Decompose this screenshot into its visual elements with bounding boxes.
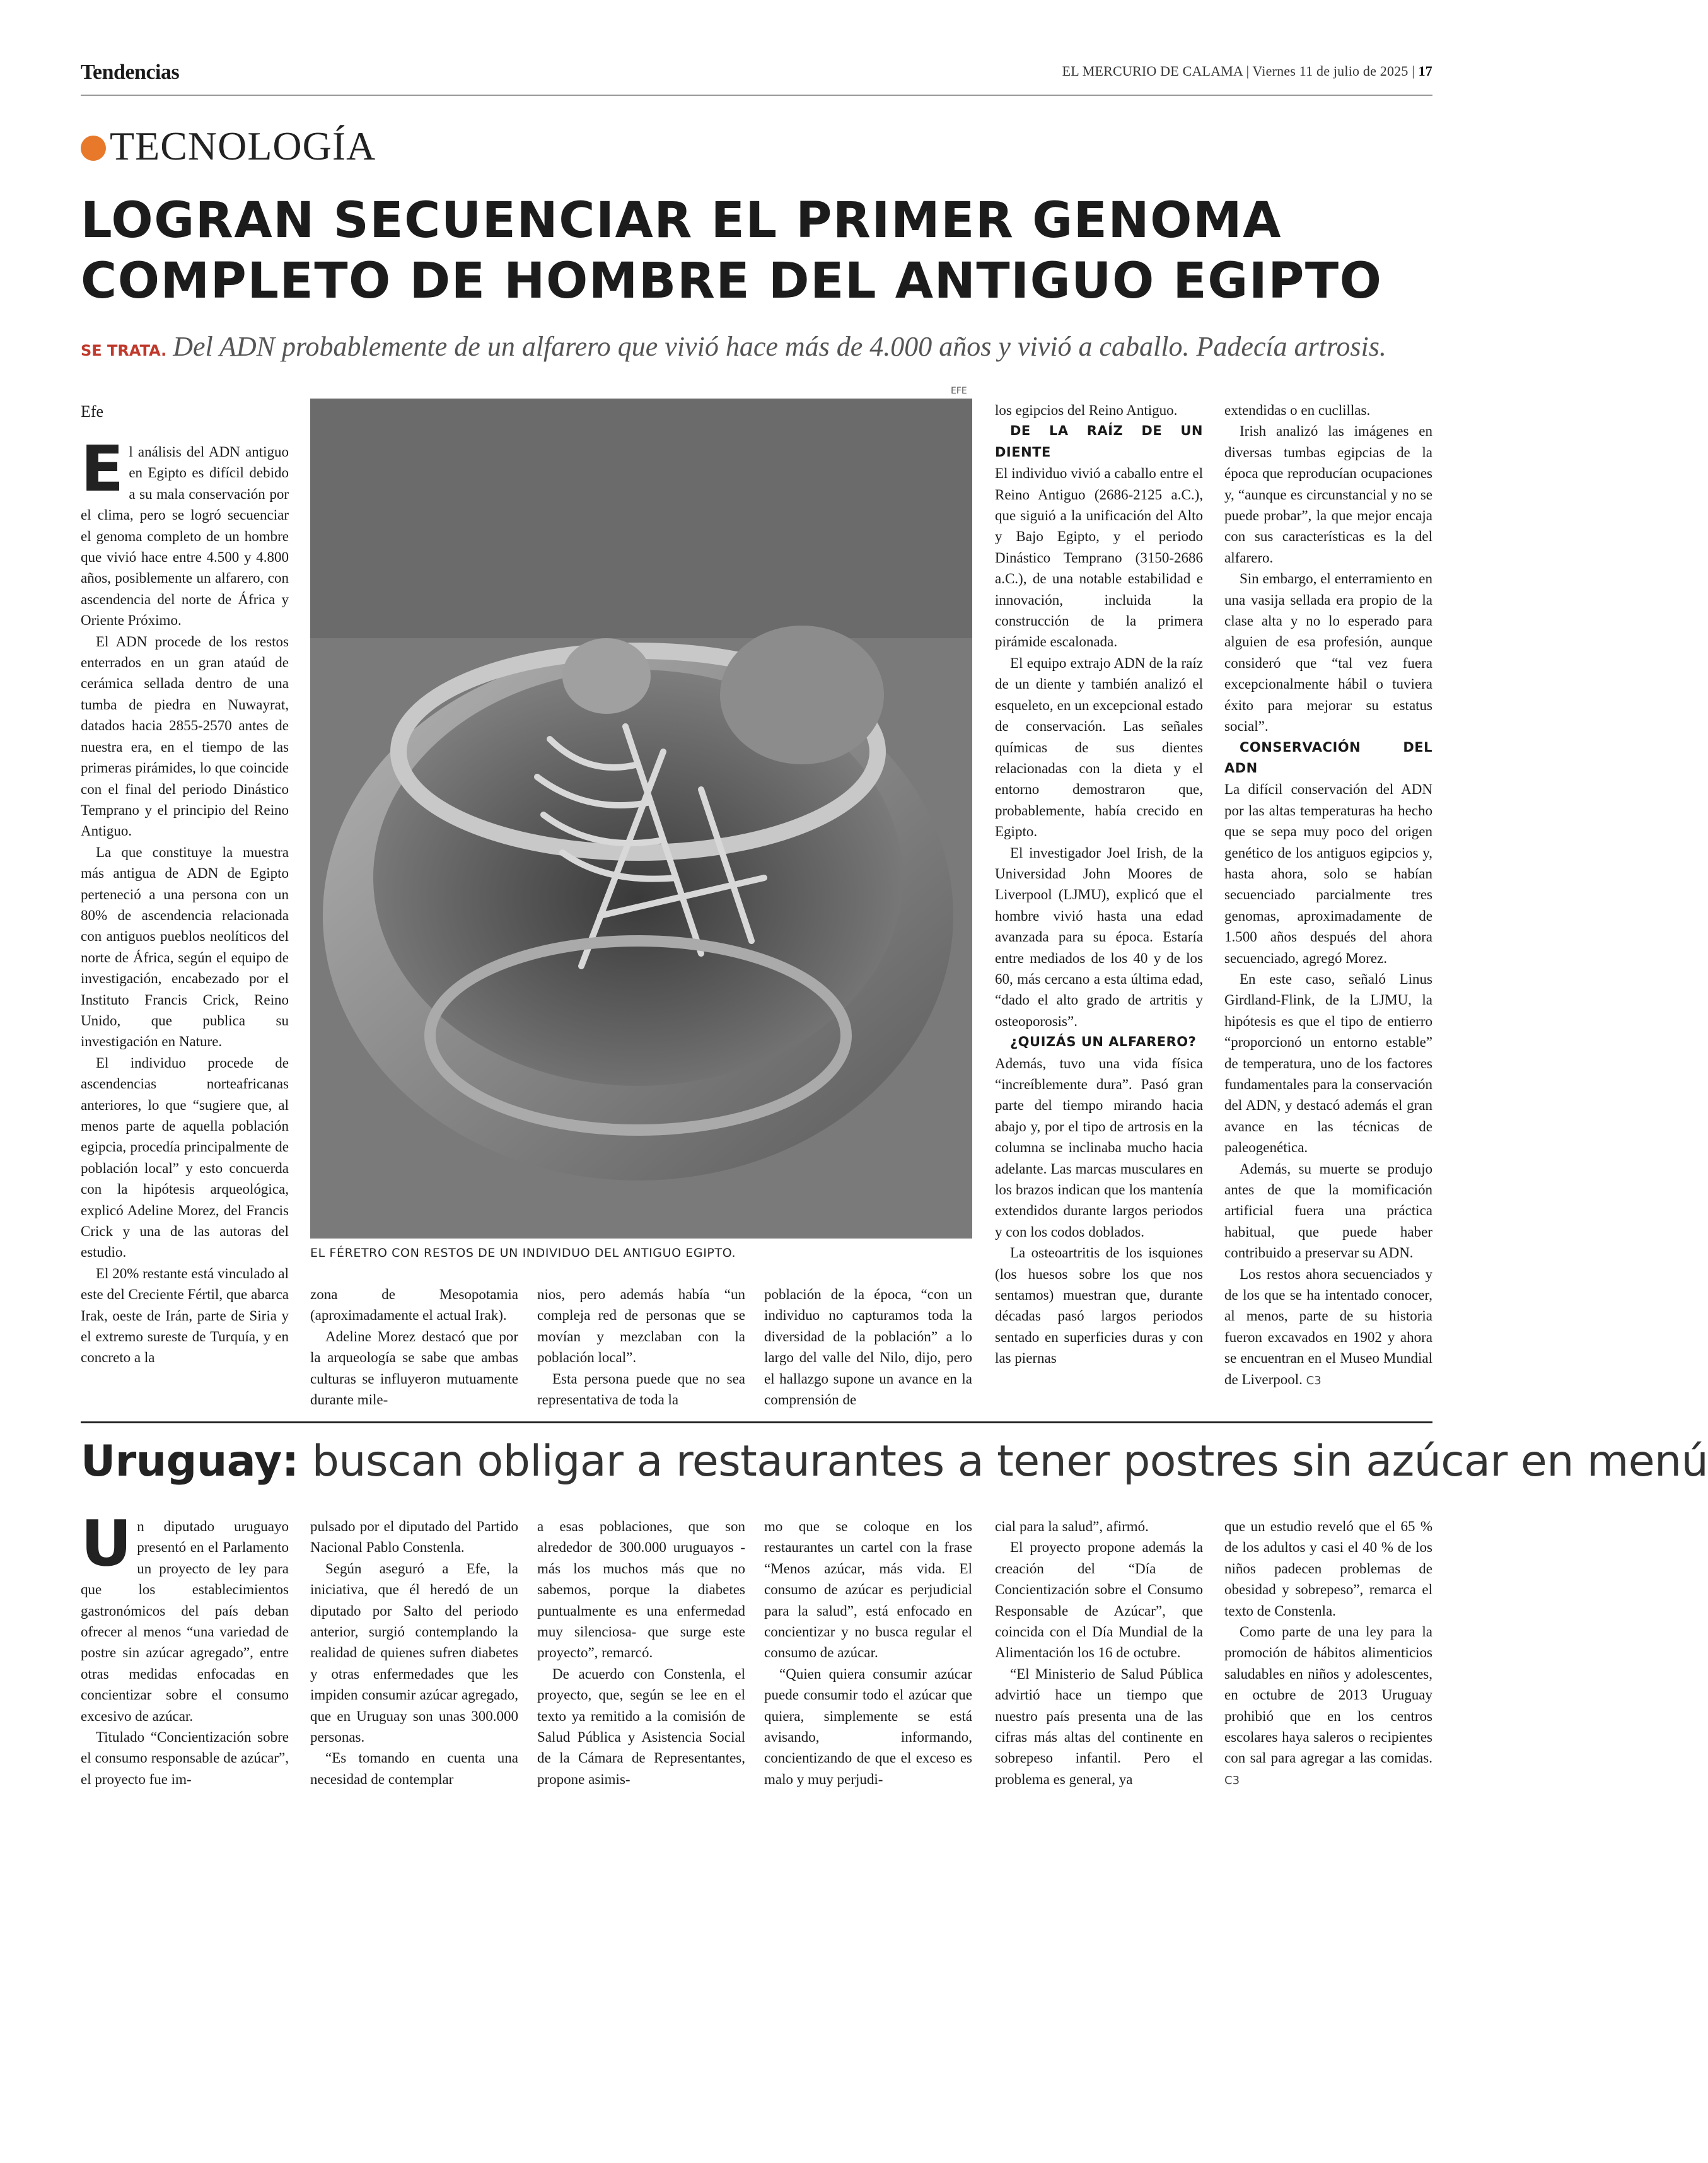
article1-column-1 (81, 432, 289, 1368)
paragraph: El proyecto propone además la creación del “Día de Concientización sobre el Consumo Responsable de Azúcar”, que coincida con el Día Mundial de la Alimentación los 16 de octubre. (995, 1539, 1203, 1661)
paragraph: La osteoartritis de los isquiones (los huesos sobre los que nos sentamos) muestran que, durante décadas pasó largos periodos sentado en superficies duras y con las piernas (995, 1245, 1203, 1367)
paragraph: Adeline Morez destacó que por la arqueología se sabe que ambas culturas se influyeron mutuamente durante mile- (310, 1328, 518, 1408)
headline (81, 190, 1436, 312)
header-rule (81, 95, 1432, 96)
paragraph: Según aseguró a Efe, la iniciativa, que él heredó de un diputado por Salto del periodo anterior, surgió contemplando la realidad de quienes sufren diabetes y otras enfermedades que les impiden consumir azúcar agregado, que en Uruguay son unas 300.000 personas. (310, 1560, 518, 1746)
paragraph: El individuo vivió a caballo entre el Reino Antiguo (2686-2125 a.C.), que siguió a la unificación del Alto y Bajo Egipto, y el periodo Dinástico Temprano (3150-2686 a.C.), de una notable estabilidad e innovación, incluida la construcción de la primera pirámide escalonada. (995, 465, 1203, 650)
coffin-illustration (310, 399, 972, 1239)
article1-column-4 (764, 1284, 972, 1410)
article2-column-4 (764, 1516, 972, 1790)
paragraph: “Es tomando en cuenta una necesidad de contemplar (310, 1750, 518, 1787)
subhead-text: Del ADN probablemente de un alfarero que vivió hace más de 4.000 años y vivió a caballo. Padecía artrosis. (173, 331, 1386, 362)
issue-date: Viernes 11 de julio de 2025 (1252, 63, 1409, 79)
page-number: 17 (1418, 63, 1432, 79)
paragraph: El individuo procede de ascendencias norteafricanas anteriores, lo que “sugiere que, al menos parte de aquella población egipcia, procedía principalmente de población local” y esto concuerda con la hipótesis arqueológica, explicó Adeline Morez, del Francis Crick y una de las autoras del estudio. (81, 1054, 289, 1261)
article2-column-2 (310, 1516, 518, 1790)
photo-caption: EL FÉRETRO CON RESTOS DE UN INDIVIDUO DEL ANTIGUO EGIPTO. (310, 1246, 736, 1260)
article1-column-2 (310, 1284, 518, 1410)
subhead (81, 330, 1436, 363)
paragraph: Los restos ahora secuenciados y de los que se ha intentado conocer, al menos, parte de su historia fueron excavados en 1902 y ahora se encuentran en el Museo Mundial de Liverpool. C3 (1224, 1266, 1432, 1387)
paragraph: La que constituye la muestra más antigua de ADN de Egipto perteneció a una persona con un 80% de ascendencia relacionada con antiguos pueblos neolíticos del norte de África, según el equipo de investigación, encabezado por el Instituto Francis Crick, Reino Unido, que publica su investigación en Nature. (81, 844, 289, 1050)
kicker (81, 121, 376, 172)
paragraph: nios, pero además había “un compleja red de personas que se movían y mezclaban con la población local”. (537, 1286, 745, 1366)
paragraph: los egipcios del Reino Antiguo. (995, 402, 1178, 418)
article1-column-5 (995, 400, 1203, 1369)
coffin-photo (310, 399, 972, 1239)
paragraph: Un diputado uruguayo presentó en el Parlamento un proyecto de ley para que los establecimientos gastronómicos del país deban ofrecer al menos “una variedad de postre sin azúcar agregado”, entre otras medidas enfocadas en concientizar sobre el consumo excesivo de azúcar. (81, 1507, 289, 1724)
newspaper-name: EL MERCURIO DE CALAMA (1062, 63, 1243, 79)
paragraph: que un estudio reveló que el 65 % de los adultos y casi el 40 % de los niños padecen problemas de obesidad y sobrepeso”, remarca el texto de Constenla. (1224, 1519, 1432, 1619)
end-mark: C3 (1306, 1373, 1322, 1387)
article2-column-3 (537, 1516, 745, 1790)
article1-column-3 (537, 1284, 745, 1410)
paragraph: La difícil conservación del ADN por las altas temperaturas ha hecho que se sepa muy poco del origen genético de los antiguos egipcios y, hasta ahora, solo se habían secuenciado parcialmente tres genomas, aproximadamente de 1.500 años después del ahora secuenciado, agregó Morez. (1224, 781, 1432, 966)
end-mark: C3 (1224, 1773, 1240, 1787)
paragraph: En este caso, señaló Linus Girdland-Flink, de la LJMU, la hipótesis es que el tipo de entierro “proporcionó un entorno estable” de temperatura, uno de los factores fundamentales para la conservación del ADN, y destacó además el gran avance en las técnicas de paleogenética. (1224, 971, 1432, 1156)
paragraph: De acuerdo con Constenla, el proyecto, que, según se lee en el texto ya remitido a la comisión de Salud Pública y Asistencia Social de la Cámara de Representantes, propone asimis- (537, 1665, 745, 1787)
paragraph: El análisis del ADN antiguo en Egipto es difícil debido a su mala conservación por el clima, pero se logró secuenciar el genoma completo de un hombre que vivió hace entre 4.500 y 4.800 años, posiblemente un alfarero, con ascendencia del norte de África y Oriente Próximo. (81, 432, 289, 629)
headline-line-2: COMPLETO DE HOMBRE DEL ANTIGUO EGIPTO (81, 253, 1383, 310)
headline-2 (81, 1435, 1708, 1488)
section-subhead: CONSERVACIÓN DEL ADN (1224, 739, 1432, 776)
paragraph: extendidas o en cuclillas. (1224, 402, 1371, 418)
paragraph: El equipo extrajo ADN de la raíz de un diente y también analizó el esqueleto, en un excepcional estado de conservación. Las señales químicas de sus dientes relacionadas con la dieta y el entorno demostraron que, probablemente, había crecido en Egipto. (995, 655, 1203, 840)
paragraph: pulsado por el diputado del Partido Nacional Pablo Constenla. (310, 1519, 518, 1556)
drop-cap: U (81, 1507, 132, 1580)
paragraph: Sin embargo, el enterramiento en una vasija sellada era propio de la clase alta y no lo esperado para alguien de esa profesión, aunque consideró que “tal vez fuera excepcionalmente hábil o tuviera éxito para mejorar su estatus social”. (1224, 571, 1432, 735)
article-divider (81, 1421, 1432, 1423)
headline-2-rest: buscan obligar a restaurantes a tener postres sin azúcar en menú (311, 1437, 1708, 1486)
article2-column-6 (1224, 1516, 1432, 1791)
paragraph: mo que se coloque en los restaurantes un cartel con la frase “Menos azúcar, más vida. El consumo de azúcar es perjudicial para la salud”, está enfocado en concientizar y no busca regular el consumo de azúcar. (764, 1519, 972, 1661)
paragraph: “El Ministerio de Salud Pública advirtió hace un tiempo que nuestro país presenta una de las cifras más altas del continente en sobrepeso infantil. Pero el problema es general, ya (995, 1665, 1203, 1787)
section-subhead: DE LA RAÍZ DE UN DIENTE (995, 423, 1203, 460)
paragraph: Como parte de una ley para la promoción de hábitos alimenticios saludables en niños y adolescentes, en octubre de 2013 Uruguay prohibió que en los centros escolares haya saleros o recipientes con sal para agregar a las comidas. C3 (1224, 1624, 1432, 1787)
drop-cap: E (81, 432, 124, 506)
page-header (81, 61, 1432, 92)
photo-credit: EFE (951, 386, 967, 396)
paragraph: Esta persona puede que no sea representativa de toda la (537, 1370, 745, 1408)
headline-2-bold: Uruguay: (81, 1437, 299, 1486)
paragraph: población de la época, “con un individuo no capturamos toda la diversidad de la población” a lo largo del valle del Nilo, dijo, pero el hallazgo supone un avance en la comprensión de (764, 1286, 972, 1408)
paragraph: Irish analizó las imágenes en diversas tumbas egipcias de la época que reproducían ocupaciones y, “aunque es circunstancial y no se puede probar”, la que mejor encaja con sus características es la del alfarero. (1224, 423, 1432, 566)
paragraph: El investigador Joel Irish, de la Universidad John Moores de Liverpool (LJMU), explicó que el hombre vivió hasta una edad avanzada para su época. Estaría entre mediados de los 40 y de los 60, más cercano a esta última edad, “dado el alto grado de artritis y osteoporosis”. (995, 844, 1203, 1029)
section-subhead: ¿QUIZÁS UN ALFARERO? (1010, 1034, 1197, 1050)
paragraph: El 20% restante está vinculado al este del Creciente Fértil, que abarca Irak, oeste de Irán, parte de Siria y el extremo sureste de Turquía, y en concreto a la (81, 1265, 289, 1366)
headline-line-1: LOGRAN SECUENCIAR EL PRIMER GENOMA (81, 192, 1282, 249)
article1-column-6 (1224, 400, 1432, 1391)
masthead: EL MERCURIO DE CALAMA | Viernes 11 de julio de 2025 | 17 (1062, 63, 1432, 79)
section-label: Tendencias (81, 61, 180, 84)
article2-column-1 (81, 1507, 289, 1790)
byline: Efe (81, 402, 104, 421)
paragraph: Además, tuvo una vida física “increíblemente dura”. Pasó gran parte del tiempo mirando hacia abajo y, por el tipo de artrosis en la columna se inclinaba mucho hacia adelante. Las marcas musculares en los brazos indican que los mantenía extendidos durante largos periodos y con los codos doblados. (995, 1055, 1203, 1240)
paragraph: “Quien quiera consumir azúcar puede consumir todo el azúcar que quiera, simplemente se está avisando, informando, concientizando de que el exceso es malo y muy perjudi- (764, 1665, 972, 1787)
paragraph: zona de Mesopotamia (aproximadamente el actual Irak). (310, 1286, 518, 1324)
subhead-label: SE TRATA. (81, 342, 167, 359)
kicker-text: TECNOLOGÍA (110, 124, 376, 168)
paragraph: cial para la salud”, afirmó. (995, 1519, 1149, 1534)
paragraph: Titulado “Concientización sobre el consumo responsable de azúcar”, el proyecto fue im- (81, 1729, 289, 1787)
paragraph: Además, su muerte se produjo antes de que la momificación artificial fuera una práctica habitual, que puede haber contribuido a preservar su ADN. (1224, 1160, 1432, 1261)
article2-column-5 (995, 1516, 1203, 1790)
paragraph: a esas poblaciones, que son alrededor de 300.000 uruguayos -más los muchos más que no sabemos, porque la diabetes puntualmente es una enfermedad muy silenciosa- que surge este proyecto”, remarcó. (537, 1519, 745, 1661)
orange-dot-icon (81, 136, 106, 161)
paragraph: El ADN procede de los restos enterrados en un gran ataúd de cerámica sellada dentro de una tumba de piedra en Nuwayrat, datados hacia 2855-2570 antes de nuestra era, en el tiempo de las primeras pirámides, lo que coincide con el final del periodo Dinástico Temprano y el principio del Reino Antiguo. (81, 633, 289, 839)
